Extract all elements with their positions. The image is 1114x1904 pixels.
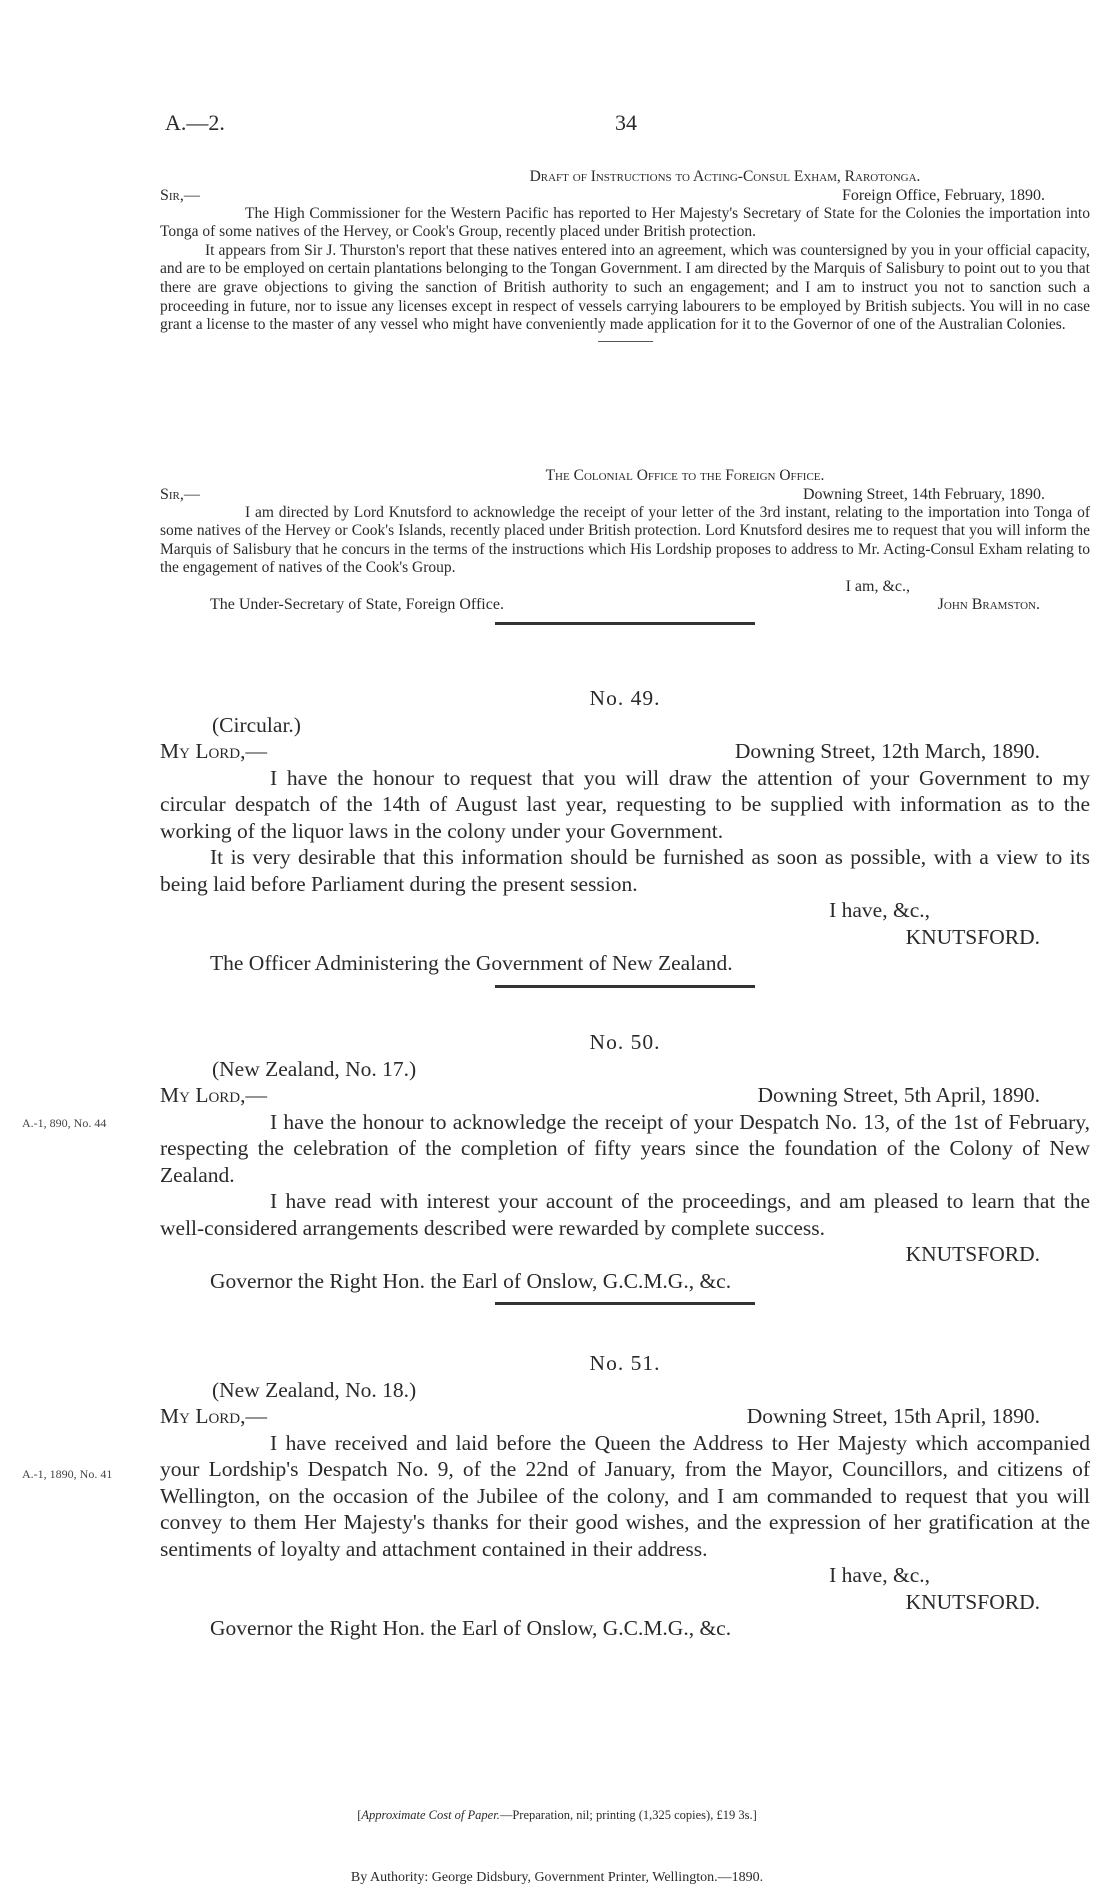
despatch-paragraph-2: I have read with interest your account of the proceedings, and am pleased to learn that the well-considered arrangements described were rewarded by complete success. [160,1189,1090,1240]
despatch-addressee: Governor the Right Hon. the Earl of Onslow, G.C.M.G., &c. [210,1616,732,1640]
despatch-no-49 [160,685,1090,1000]
despatch-signature: KNUTSFORD. [905,1242,1040,1266]
colonial-title: The Colonial Office to the Foreign Office. [545,467,825,484]
despatch-number: No. 49. [589,686,661,710]
despatch-salutation: My Lord,— [160,1083,268,1107]
draft-place-date: Foreign Office, February, 1890. [841,186,1045,204]
despatch-kind: (New Zealand, No. 18.) [212,1377,417,1402]
draft-instructions-section [160,168,1090,350]
page-number: 34 [615,110,637,135]
colonial-closing: I am, &c., [845,577,910,595]
section-divider [598,341,653,342]
despatch-signature: KNUTSFORD. [905,1589,1040,1614]
despatch-salutation: My Lord,— [160,1404,268,1428]
despatch-place-date: Downing Street, 15th April, 1890. [746,1404,1040,1428]
despatch-no-51 [160,1350,1090,1642]
colonial-paragraph: I am directed by Lord Knutsford to acknowledge the receipt of your letter of the 3rd instant, relating to the importation into Tonga of some natives of the Hervey or Cook's Islands, recently placed under British protection. Lord Knutsford desires me to request that you will inform the Marquis of Salisbury that he concurs in the terms of the instructions which His Lordship proposes to address to Mr. Acting-Consul Exham relating to the engagement of natives of the Cook's Group. [160,503,1090,577]
despatch-paragraph-1: I have received and laid before the Queen the Address to Her Majesty which accompanied your Lordship's Despatch No. 9, of the 22nd of January, from the Mayor, Councillors, and citizens of Wellington, on the occasion of the Jubilee of the colony, and I am commanded to request that you will convey to them Her Majesty's thanks for their good wishes, and the expression of her gratification at the sentiments of loyalty and attachment contained in their address. [160,1430,1090,1561]
colonial-office-letter [160,467,1090,637]
despatch-addressee: The Officer Administering the Government of New Zealand. [210,951,733,975]
thick-divider [495,1302,755,1305]
despatch-kind: (New Zealand, No. 17.) [212,1056,417,1081]
despatch-paragraph-1: I have the honour to request that you will draw the attention of your Government to my circular despatch of the 14th of August last year, requesting to be supplied with information as to the working of the liquor laws in the colony under your Government. [160,765,1090,843]
colonial-signature: John Bramston. [937,595,1040,613]
draft-salutation: Sir,— [160,186,200,204]
despatch-addressee: Governor the Right Hon. the Earl of Onslow, G.C.M.G., &c. [210,1268,732,1293]
draft-title: Draft of Instructions to Acting-Consul Exham, Rarotonga. [529,168,921,185]
despatch-closing: I have, &c., [829,898,930,922]
despatch-no-50 [160,1029,1090,1317]
despatch-signature: KNUTSFORD. [905,924,1040,949]
despatch-paragraph-1: I have the honour to acknowledge the receipt of your Despatch No. 13, of the 1st of February, respecting the celebration of the completion of fifty years since the foundation of the Colony of New Zealand. [160,1109,1090,1187]
colonial-addressee: The Under-Secretary of State, Foreign Office. [210,595,504,613]
cost-text: —Preparation, nil; printing (1,325 copies), £19 3s. [499,1808,753,1822]
margin-reference: A.-1, 890, No. 44 [22,1116,107,1130]
draft-paragraph-1: The High Commissioner for the Western Pacific has reported to Her Majesty's Secretary of State for the Colonies the importation into Tonga of some natives of the Hervey, or Cook's Group, recently placed under British protection. [160,204,1090,241]
colonial-place-date: Downing Street, 14th February, 1890. [802,485,1045,503]
despatch-paragraph-2: It is very desirable that this information should be furnished as soon as possible, with a view to its being laid before Parliament during the present session. [160,845,1090,896]
document-reference: A.—2. [165,110,225,135]
printer-authority: By Authority: George Didsbury, Government Printer, Wellington.—1890. [350,1870,764,1885]
colonial-salutation: Sir,— [160,485,200,503]
despatch-number: No. 50. [589,1030,661,1054]
despatch-place-date: Downing Street, 12th March, 1890. [734,739,1040,763]
margin-reference: A.-1, 1890, No. 41 [22,1467,113,1481]
cost-label: Approximate Cost of Paper. [361,1808,500,1822]
despatch-closing: I have, &c., [829,1563,930,1587]
cost-note: [Approximate Cost of Paper.—Preparation, nil; printing (1,325 copies), £19 3s.] [357,1808,757,1822]
thick-divider [495,985,755,988]
despatch-number: No. 51. [589,1351,661,1375]
despatch-kind: (Circular.) [212,712,301,737]
despatch-salutation: My Lord,— [160,739,268,763]
draft-paragraph-2: It appears from Sir J. Thurston's report that these natives entered into an agreement, which was countersigned by you in your official capacity, and are to be employed on certain plantations belonging to the Tongan Government. I am directed by the Marquis of Salisbury to point out to you that there are grave objections to giving the sanction of British authority to such an engagement; and I am to instruct you not to sanction such a proceeding in future, nor to issue any licenses except in respect of vessels carrying labourers to be employed by British subjects. You will in no case grant a license to the master of any vessel who might have conveniently made application for it to the Governor of one of the Australian Colonies. [160,241,1090,334]
despatch-place-date: Downing Street, 5th April, 1890. [757,1083,1040,1107]
thick-divider [495,622,755,625]
